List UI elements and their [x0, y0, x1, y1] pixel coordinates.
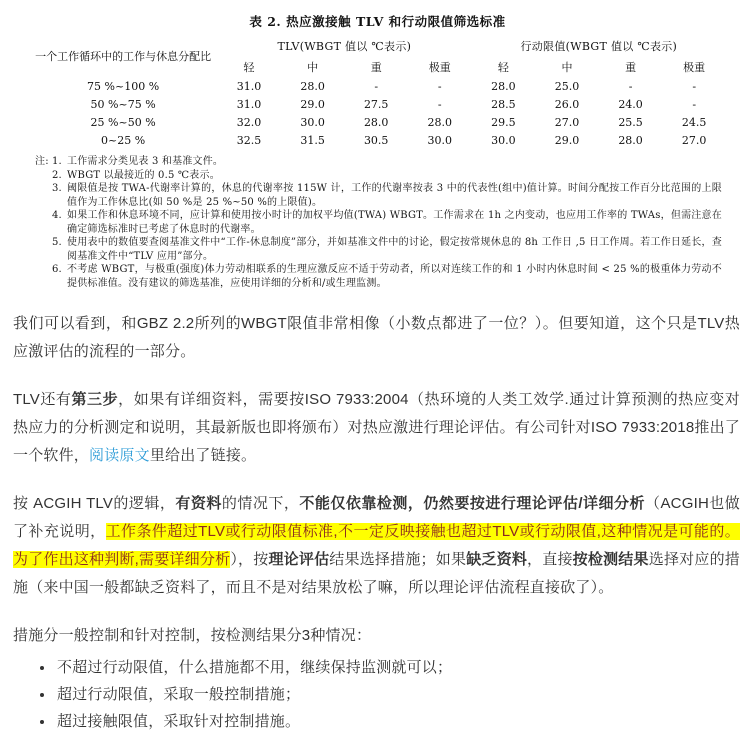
read-original-link[interactable]: 阅读原文 — [89, 447, 150, 464]
note-text: 使用表中的数值要查阅基准文件中“工作-休息制度”部分，并如基准文件中的讨论，假定按常规休息的 8h 工作日 ,5 日工作周。若工作日延长，查阅基准文件中“TLV 应用”部分。 — [67, 237, 722, 262]
wbgt-value-cell: 31.0 — [236, 79, 262, 93]
wbgt-value-cell: 30.5 — [363, 133, 389, 147]
bold-text: 不能仅依靠检测，仍然要按进行理论评估/详细分析 — [299, 495, 645, 512]
note-number: 6. — [52, 264, 62, 275]
table-row — [29, 77, 726, 95]
wbgt-value-cell: - — [628, 79, 633, 93]
note-number: 3. — [52, 183, 62, 194]
note-number: 4. — [52, 210, 62, 221]
table-notes — [35, 155, 726, 290]
table-row — [29, 131, 726, 149]
paragraph-third-step — [13, 386, 740, 470]
wbgt-value-cell: 28.0 — [300, 79, 325, 93]
wbgt-value-cell: 27.5 — [363, 97, 389, 111]
wbgt-value-cell: 26.0 — [554, 97, 580, 111]
table-note — [35, 169, 726, 183]
work-rest-ratio-cell: 0~25 % — [101, 133, 146, 147]
note-number: 5. — [52, 237, 62, 248]
table-title: 表 2. 热应激接触 TLV 和行动限值筛选标准 — [249, 14, 506, 29]
text-run: 里给出了链接。 — [149, 447, 257, 464]
measure-item: • 超过行动限值，采取一般控制措施； — [55, 681, 740, 708]
text-run: 按 ACGIH TLV的逻辑， — [13, 495, 176, 512]
text-run: （ACGIH也做了补充说明， — [13, 495, 740, 540]
notes-prefix — [35, 169, 52, 183]
wbgt-value-cell: 31.0 — [236, 97, 262, 111]
note-text: 不考虑 WBGT，与极重(强度)体力劳动相联系的生理应激反应不适于劳动者，所以对连续工作的和 1 小时内休息时间 < 25 %的极重体力劳动不提供标准值。没有建议的筛选基准，应使用详细的分析和/或生理监测。 — [67, 264, 722, 289]
measure-item: • 超过接触限值，采取针对控制措施。 — [55, 708, 740, 735]
wbgt-value-cell: - — [437, 97, 442, 111]
text-run: TLV还有 — [13, 391, 72, 408]
sub-header: 重 — [625, 60, 637, 74]
wbgt-value-cell: - — [692, 79, 697, 93]
sub-header: 重 — [370, 60, 382, 74]
wbgt-value-cell: - — [437, 79, 442, 93]
group-header-action-limit: 行动限值(WBGT 值以 ℃表示) — [520, 39, 678, 53]
group-header-tlv: TLV(WBGT 值以 ℃表示) — [277, 39, 412, 53]
bold-text: 按检测结果 — [572, 551, 649, 568]
table-note — [35, 155, 726, 169]
wbgt-value-cell: 29.0 — [554, 133, 580, 147]
note-number: 2. — [52, 169, 62, 181]
work-rest-ratio-cell: 75 %~100 % — [87, 79, 160, 93]
sub-header: 轻 — [243, 60, 255, 74]
wbgt-value-cell: - — [692, 97, 697, 111]
note-text: 阈限值是按 TWA-代谢率计算的，休息的代谢率按 115W 计，工作的代谢率按表 3 中的代表性(组中)值计算。时间分配按工作百分比范围的上限值作为工作休息比(如 50 %是 25 %~50 %的上限值)。 — [67, 183, 722, 208]
wbgt-value-cell: 30.0 — [300, 115, 325, 129]
text-run: ），按 — [230, 551, 269, 568]
wbgt-value-cell: 24.0 — [618, 97, 643, 111]
bold-text: 第三步 — [71, 391, 119, 408]
notes-prefix — [35, 263, 52, 290]
wbgt-value-cell: 32.5 — [236, 133, 262, 147]
table-note — [35, 209, 726, 236]
sub-header: 极重 — [683, 60, 706, 74]
paragraph-commentary — [13, 310, 740, 366]
table-row — [29, 113, 726, 131]
work-rest-ratio-cell: 25 %~50 % — [90, 115, 156, 129]
bold-text: 理论评估 — [268, 551, 330, 568]
notes-prefix — [35, 182, 52, 209]
bold-text: 缺乏资料 — [466, 551, 528, 568]
paragraph-measures-intro: 措施分一般控制和针对控制，按检测结果分3种情况： — [13, 627, 372, 644]
wbgt-value-cell: 27.0 — [554, 115, 580, 129]
wbgt-value-cell: 28.0 — [427, 115, 453, 129]
note-number: 1. — [52, 156, 62, 167]
wbgt-value-cell: 25.0 — [554, 79, 580, 93]
wbgt-value-cell: 32.0 — [236, 115, 262, 129]
highlighted-text: 工作条件超过TLV或行动限值标准,不一定反映接触也超过TLV或行动限值,这种情况是可能的。为了作出这种判断,需要详细分析 — [13, 523, 740, 568]
note-text: 工作需求分类见表 3 和基准文件。 — [67, 156, 224, 167]
text-run: 的情况下， — [221, 495, 300, 512]
text-run: 结果选择措施；如果 — [329, 551, 467, 568]
wbgt-value-cell: 29.0 — [300, 97, 325, 111]
wbgt-value-cell: 30.0 — [427, 133, 453, 147]
wbgt-value-cell: 28.5 — [491, 97, 516, 111]
notes-prefix — [35, 209, 52, 236]
article-body — [13, 310, 742, 735]
tlv-table — [29, 35, 726, 149]
paragraph-acgih-logic — [13, 490, 740, 602]
wbgt-value-cell: 30.0 — [491, 133, 516, 147]
wbgt-value-cell: 25.5 — [618, 115, 643, 129]
measures-list — [55, 654, 740, 735]
table-note — [35, 182, 726, 209]
table-note — [35, 236, 726, 263]
sub-header: 极重 — [428, 60, 451, 74]
text-run: ，如果有详细资料，需要按ISO 7933:2004（热环境的人类工效学.通过计算预测的热应变对热应力的分析测定和说明，其最新版也即将颁布）对热应激进行理论评估。有公司针对ISO 7933:2018推出了一个软件， — [13, 391, 741, 464]
wbgt-value-cell: 27.0 — [681, 133, 707, 147]
note-text: 如果工作和休息环境不同，应计算和使用按小时计的加权平均值(TWA) WBGT。工作需求在 1h 之内变动，也应用工作率的 TWAs，但需注意在确定筛选标准时已考虑了休息时的代谢率。 — [67, 210, 722, 235]
text-run: ，直接 — [527, 551, 573, 568]
wbgt-value-cell: 29.5 — [491, 115, 516, 129]
tlv-table-body — [29, 77, 726, 149]
text-run: 我们可以看到，和GBZ 2.2所列的WBGT限值非常相像（小数点都进了一位？）。但要知道，这个只是TLV热应激评估的流程的一部分。 — [13, 315, 740, 360]
work-rest-ratio-cell: 50 %~75 % — [90, 97, 156, 111]
wbgt-value-cell: 24.5 — [681, 115, 707, 129]
column-header-work-rest-ratio: 一个工作循环中的工作与休息分配比 — [35, 50, 212, 63]
wbgt-value-cell: 28.0 — [618, 133, 643, 147]
tlv-table-section — [13, 12, 742, 290]
wbgt-value-cell: 28.0 — [363, 115, 389, 129]
sub-header: 中 — [561, 60, 573, 74]
text-run: 选择对应的措施（来中国一般都缺乏资料了，而且不是对结果放松了嘛，所以理论评估流程直接砍了）。 — [13, 551, 740, 596]
notes-prefix — [35, 236, 52, 263]
note-text: WBGT 以最接近的 0.5 ℃表示。 — [67, 169, 220, 181]
sub-header: 轻 — [497, 60, 509, 74]
wbgt-value-cell: 28.0 — [491, 79, 516, 93]
notes-prefix: 注: — [35, 156, 49, 167]
table-note — [35, 263, 726, 290]
sub-header: 中 — [307, 60, 319, 74]
bold-text: 有资料 — [175, 495, 222, 512]
wbgt-value-cell: 31.5 — [300, 133, 325, 147]
wbgt-value-cell: - — [374, 79, 379, 93]
measure-item: • 不超过行动限值，什么措施都不用，继续保持监测就可以； — [55, 654, 740, 681]
table-row — [29, 95, 726, 113]
